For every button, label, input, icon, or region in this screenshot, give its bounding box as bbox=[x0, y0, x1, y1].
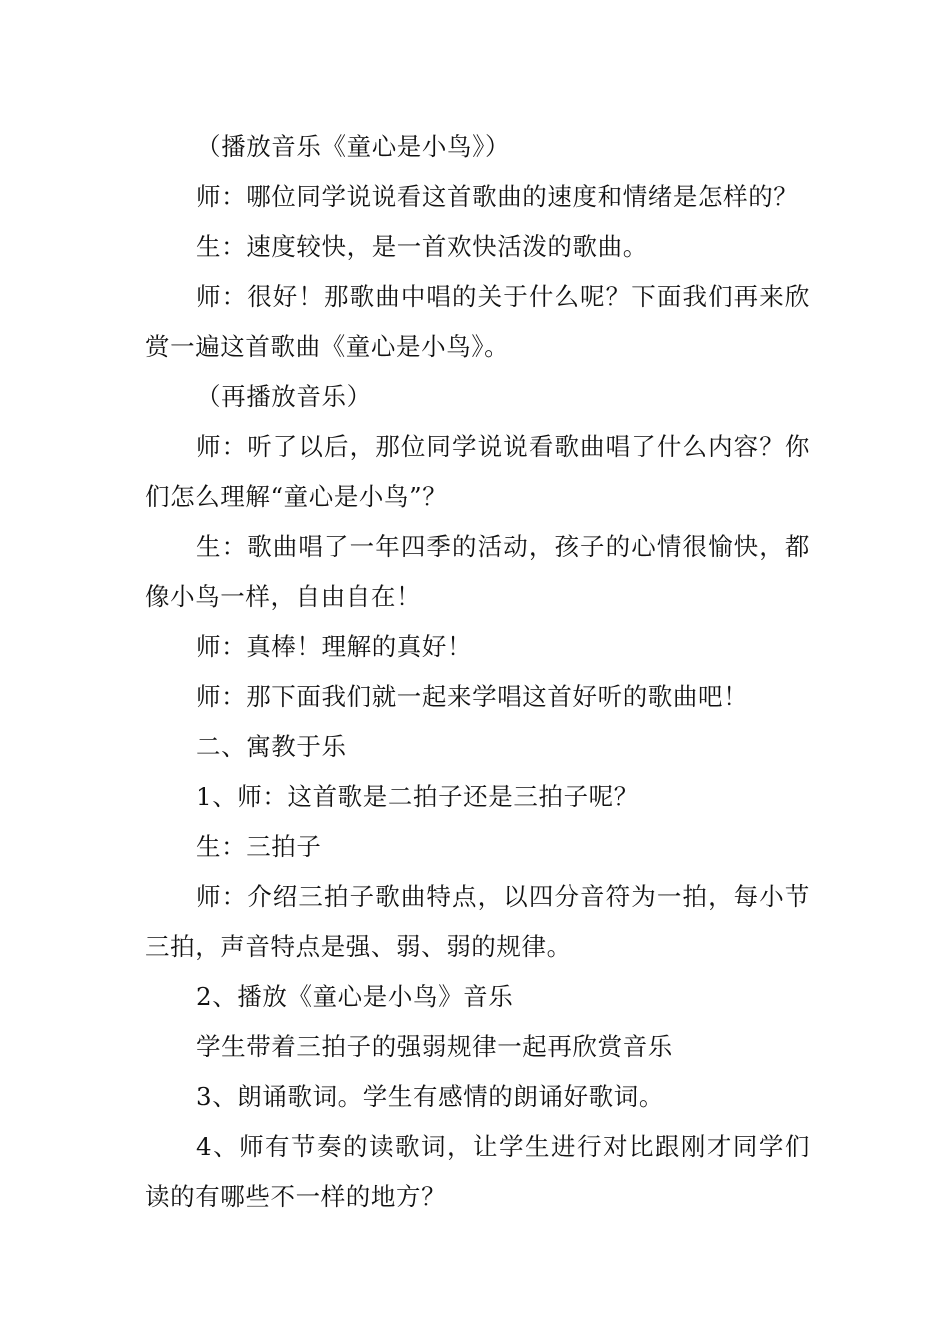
paragraph-teacher-listen-again: 师：很好！那歌曲中唱的关于什么呢？下面我们再来欣赏一遍这首歌曲《童心是小鸟》。 bbox=[145, 282, 810, 361]
paragraph-student-three-beat: 生：三拍子 bbox=[196, 832, 322, 861]
paragraph-teacher-three-beat-intro: 师：介绍三拍子歌曲特点，以四分音符为一拍，每小节三拍，声音特点是强、弱、弱的规律。 bbox=[145, 882, 810, 961]
paragraph-step-3: 3、朗诵歌词。学生有感情的朗诵好歌词。 bbox=[196, 1082, 664, 1111]
paragraph-replay-music: （再播放音乐） bbox=[196, 382, 372, 411]
paragraph-play-music: （播放音乐《童心是小鸟》） bbox=[196, 132, 511, 161]
section-heading-2: 二、寓教于乐 bbox=[196, 732, 347, 761]
paragraph-teacher-learn-song: 师：那下面我们就一起来学唱这首好听的歌曲吧！ bbox=[196, 682, 749, 711]
paragraph-teacher-question-tempo: 师：哪位同学说说看这首歌曲的速度和情绪是怎样的？ bbox=[196, 182, 799, 211]
paragraph-step-4: 4、师有节奏的读歌词，让学生进行对比跟刚才同学们读的有哪些不一样的地方？ bbox=[145, 1132, 810, 1211]
paragraph-step-2: 2、播放《童心是小鸟》音乐 bbox=[196, 982, 514, 1011]
paragraph-step-1: 1、师：这首歌是二拍子还是三拍子呢？ bbox=[196, 782, 639, 811]
paragraph-student-answer-content: 生：歌曲唱了一年四季的活动，孩子的心情很愉快，都像小鸟一样，自由自在！ bbox=[145, 532, 810, 611]
paragraph-students-listen: 学生带着三拍子的强弱规律一起再欣赏音乐 bbox=[196, 1032, 673, 1061]
document-body bbox=[145, 122, 810, 1222]
paragraph-student-answer-tempo: 生：速度较快，是一首欢快活泼的歌曲。 bbox=[196, 232, 648, 261]
paragraph-teacher-question-content: 师：听了以后，那位同学说说看歌曲唱了什么内容？你们怎么理解“童心是小鸟”？ bbox=[145, 432, 810, 511]
paragraph-teacher-praise: 师：真棒！理解的真好！ bbox=[196, 632, 473, 661]
